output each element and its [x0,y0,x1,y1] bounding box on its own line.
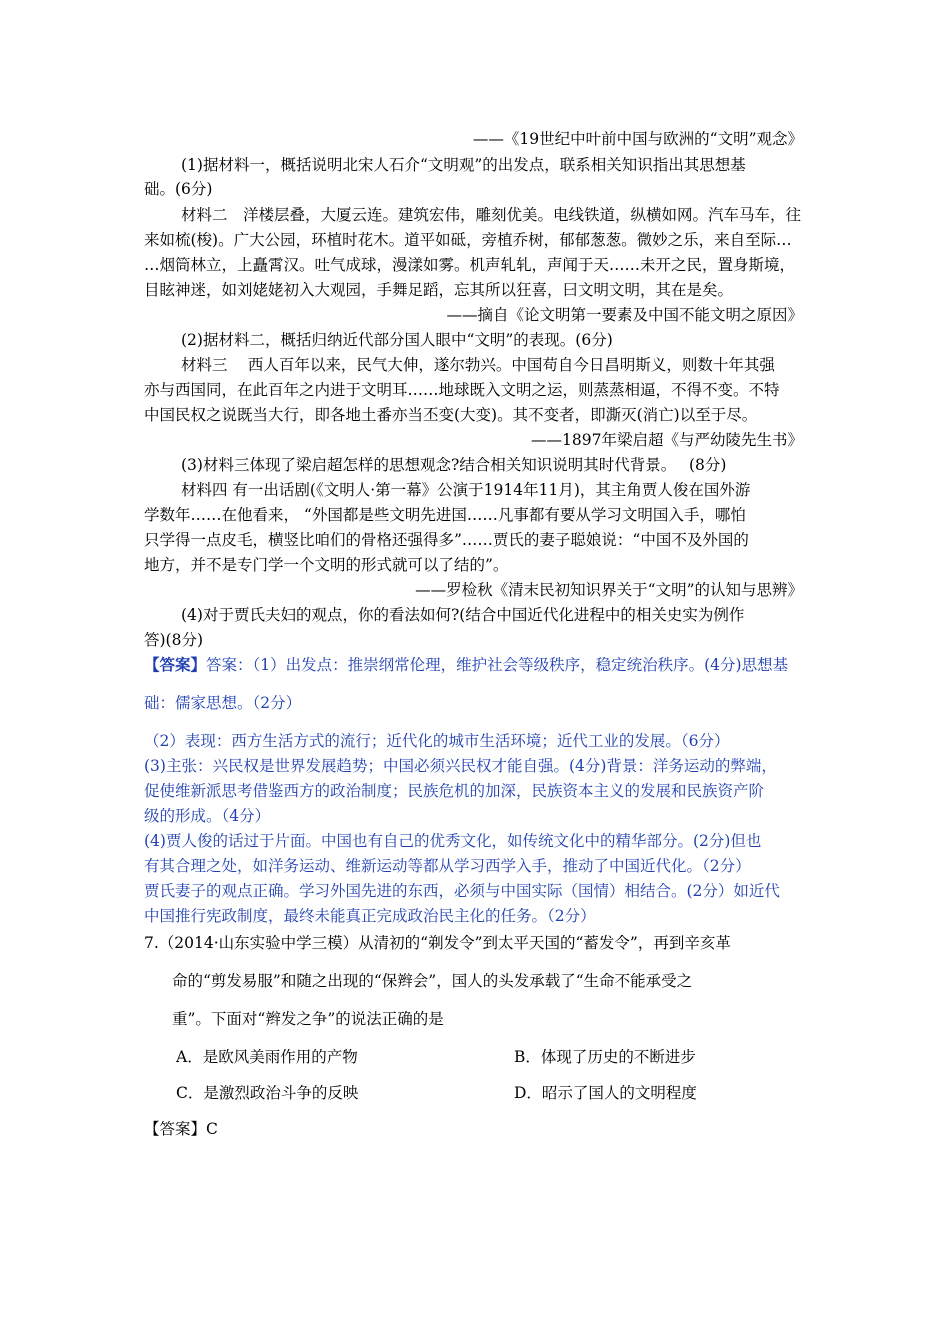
question4-line2: 答)(8分) [144,631,204,649]
material2-line2: 来如梳(梭)。广大公园，环植时花木。道平如砥，旁植乔树，郁郁葱葱。微妙之乐，来自至际… [144,231,792,249]
material1-source: ——《19世纪中叶前中国与欧洲的“文明”观念》 [472,130,803,148]
material3-line1: 材料三 西人百年以来，民气大伸，遂尔勃兴。中国苟自今日昌明斯义，则数十年其强 [181,356,775,374]
answer6-line4: (3)主张：兴民权是世界发展趋势；中国必须兴民权才能自强。(4分)背景：洋务运动的弊端， [144,757,777,775]
material2-line3: …烟筒林立，上矗霄汉。吐气成球，漫漾如雾。机声轧轧，声闻于天……未开之民，置身斯境， [144,256,796,274]
question4-line1: (4)对于贾氏夫妇的观点，你的看法如何?(结合中国近代化进程中的相关史实为例作 [181,606,745,624]
material2-line4: 目眩神迷，如刘姥姥初入大观园，手舞足蹈，忘其所以狂喜，曰文明文明，其在是矣。 [144,281,734,299]
answer6-line5: 促使维新派思考借鉴西方的政治制度；民族危机的加深，民族资本主义的发展和民族资产阶 [144,782,765,800]
option-a: A．是欧风美雨作用的产物 [176,1048,358,1066]
material4-line4: 地方，并不是专门学一个文明的形式就可以了结的”。 [144,556,509,574]
answer6-line1 [144,654,788,676]
option-c: C．是激烈政治斗争的反映 [176,1084,359,1102]
question7-line2: 命的“剪发易服”和随之出现的“保辫会”，国人的头发承载了“生命不能承受之 [172,972,693,990]
answer6-line7: (4)贾人俊的话过于片面。中国也有自己的优秀文化，如传统文化中的精华部分。(2分)但也 [144,832,762,850]
material4-source: ——罗检秋《清末民初知识界关于“文明”的认知与思辨》 [415,581,803,599]
material3-source: ——1897年梁启超《与严幼陵先生书》 [531,431,803,449]
answer6-line8: 有其合理之处，如洋务运动、维新运动等都从学习西学入手，推动了中国近代化。（2分） [144,857,751,875]
material4-line1: 材料四 有一出话剧(《文明人·第一幕》公演于1914年11月)，其主角贾人俊在国外游 [181,481,751,499]
answer-tag: 【答案】 [144,655,207,674]
material2-source: ——摘自《论文明第一要素及中国不能文明之原因》 [446,306,803,324]
answer6-line6: 级的形成。（4分） [144,807,271,825]
question1-line1: (1)据材料一，概括说明北宋人石介“文明观”的出发点，联系相关知识指出其思想基 [181,156,746,174]
question7-line1: 7.（2014·山东实验中学三模）从清初的“剃发令”到太平天国的“蓄发令”，再到辛亥革 [144,934,731,952]
material3-line3: 中国民权之说既当大行，即各地土番亦当丕变(大变)。其不变者，即澌灭(消亡)以至于尽。 [144,406,758,424]
question7-answer: 【答案】C [144,1120,218,1138]
answer6-text: 答案：（1）出发点：推崇纲常伦理，维护社会等级秩序，稳定统治秩序。(4分)思想基 [206,656,789,674]
answer6-line3: （2）表现：西方生活方式的流行；近代化的城市生活环境；近代工业的发展。（6分） [144,732,730,750]
material2-line1: 材料二 洋楼层叠，大厦云连。建筑宏伟，雕刻优美。电线铁道，纵横如网。汽车马车，往 [181,206,802,224]
material3-line2: 亦与西国同，在此百年之内进于文明耳……地球既入文明之运，则蒸蒸相逼，不得不变。不特 [144,381,780,399]
material4-line2: 学数年……在他看来， “外国都是些文明先进国……凡事都有要从学习文明国入手，哪怕 [144,506,746,524]
question2-line1: (2)据材料二，概括归纳近代部分国人眼中“文明”的表现。(6分) [181,331,613,349]
question7-line3: 重”。下面对“辫发之争”的说法正确的是 [172,1010,444,1028]
answer6-line10: 中国推行宪政制度，最终未能真正完成政治民主化的任务。（2分） [144,907,596,925]
option-b: B．体现了历史的不断进步 [514,1048,696,1066]
material4-line3: 只学得一点皮毛，横竖比咱们的骨格还强得多”……贾氏的妻子聪娘说：“中国不及外国的 [144,531,749,549]
option-d: D．昭示了国人的文明程度 [514,1084,697,1102]
question3-line1: (3)材料三体现了梁启超怎样的思想观念?结合相关知识说明其时代背景。 (8分) [181,456,727,474]
answer6-line9: 贾氏妻子的观点正确。学习外国先进的东西，必须与中国实际（国情）相结合。(2分）如近代 [144,882,780,900]
answer6-line2: 础：儒家思想。（2分） [144,694,302,712]
question1-line2: 础。(6分) [144,180,213,198]
